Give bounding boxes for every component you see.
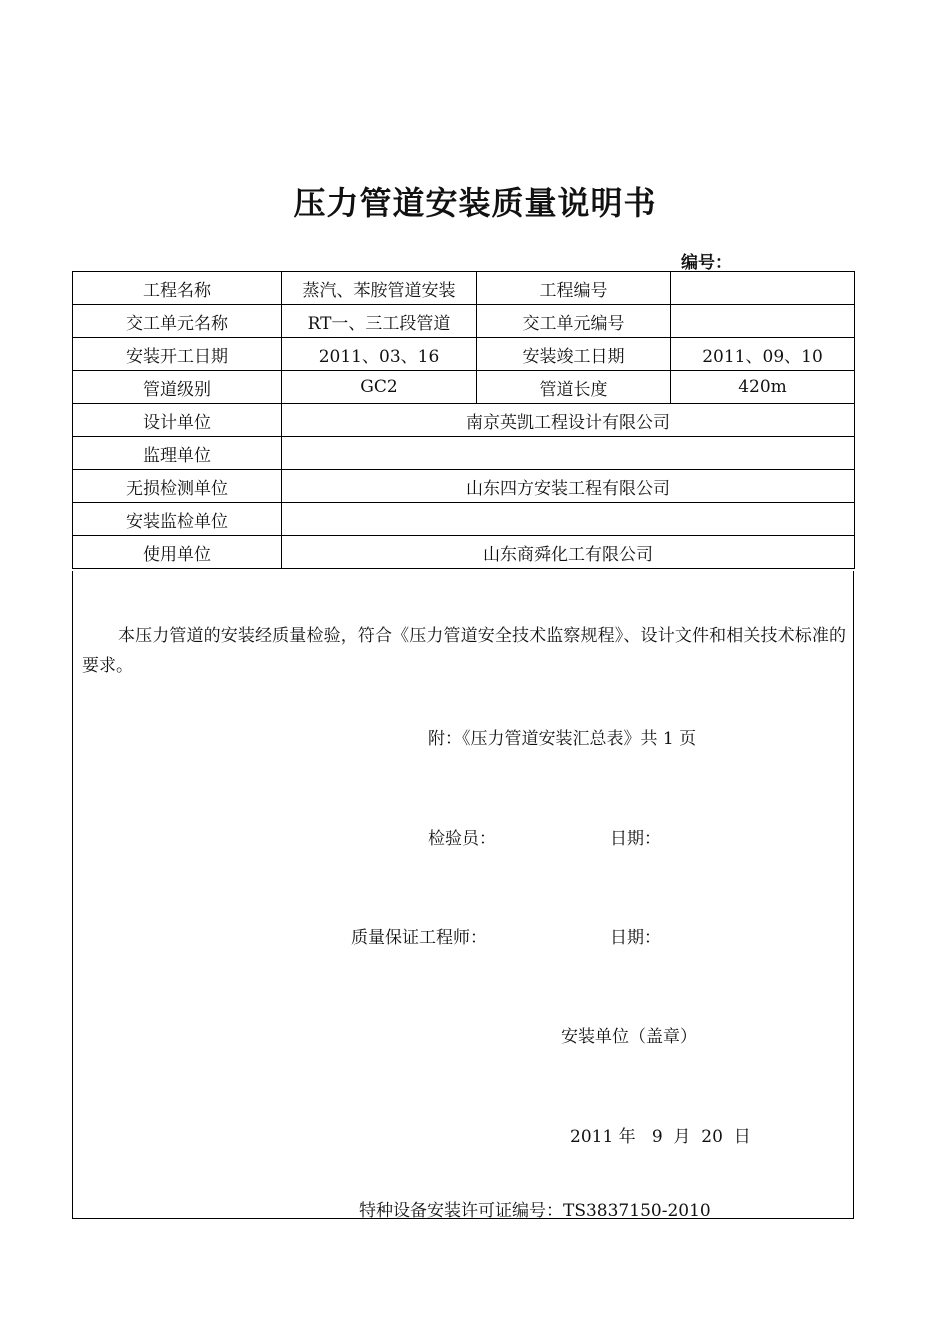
user-unit-label: 使用单位: [73, 536, 282, 569]
project-no-value: [671, 272, 855, 305]
attachment-note: 附：《压力管道安装汇总表》共 1 页: [428, 729, 697, 749]
supervision-unit-label: 监理单位: [73, 437, 282, 470]
project-name-value: 蒸汽、苯胺管道安装: [282, 272, 477, 305]
table-row: [73, 404, 855, 437]
document-title: 压力管道安装质量说明书: [293, 184, 657, 222]
unit-name-label: 交工单元名称: [73, 305, 282, 338]
table-row: [73, 437, 855, 470]
inspection-unit-value: [282, 503, 855, 536]
ndt-unit-label: 无损检测单位: [73, 470, 282, 503]
inspector-date-label: 日期：: [610, 829, 661, 849]
inspector-label: 检验员：: [428, 829, 496, 849]
end-date-label: 安装竣工日期: [477, 338, 671, 371]
doc-number-label: 编号：: [681, 253, 732, 273]
pipe-grade-label: 管道级别: [73, 371, 282, 404]
supervision-unit-value: [282, 437, 855, 470]
remarks-box: [72, 571, 854, 1219]
start-date-value: 2011、03、16: [282, 338, 477, 371]
end-date-value: 2011、09、10: [671, 338, 855, 371]
start-date-label: 安装开工日期: [73, 338, 282, 371]
table-row: [73, 305, 855, 338]
quality-statement: 本压力管道的安装经质量检验，符合《压力管道安全技术监察规程》、设计文件和相关技术标准的要求。: [82, 626, 846, 676]
pipe-grade-value: GC2: [282, 371, 477, 404]
unit-name-value: RT一、三工段管道: [282, 305, 477, 338]
project-no-label: 工程编号: [477, 272, 671, 305]
install-unit-seal-label: 安装单位（盖章）: [561, 1027, 697, 1047]
table-row: [73, 470, 855, 503]
design-unit-label: 设计单位: [73, 404, 282, 437]
inspection-unit-label: 安装监检单位: [73, 503, 282, 536]
ndt-unit-value: 山东四方安装工程有限公司: [282, 470, 855, 503]
qa-date-label: 日期：: [610, 928, 661, 948]
project-name-label: 工程名称: [73, 272, 282, 305]
table-row: [73, 503, 855, 536]
unit-no-label: 交工单元编号: [477, 305, 671, 338]
pipe-length-value: 420m: [671, 371, 855, 404]
table-row: [73, 338, 855, 371]
project-info-table: [72, 271, 855, 569]
design-unit-value: 南京英凯工程设计有限公司: [282, 404, 855, 437]
signing-date: 2011 年 9 月 20 日: [570, 1127, 751, 1147]
license-number: 特种设备安装许可证编号：TS3837150-2010: [359, 1201, 711, 1221]
user-unit-value: 山东商舜化工有限公司: [282, 536, 855, 569]
unit-no-value: [671, 305, 855, 338]
qa-engineer-label: 质量保证工程师：: [351, 928, 487, 948]
pipe-length-label: 管道长度: [477, 371, 671, 404]
table-row: [73, 371, 855, 404]
table-row: [73, 536, 855, 569]
table-row: [73, 272, 855, 305]
